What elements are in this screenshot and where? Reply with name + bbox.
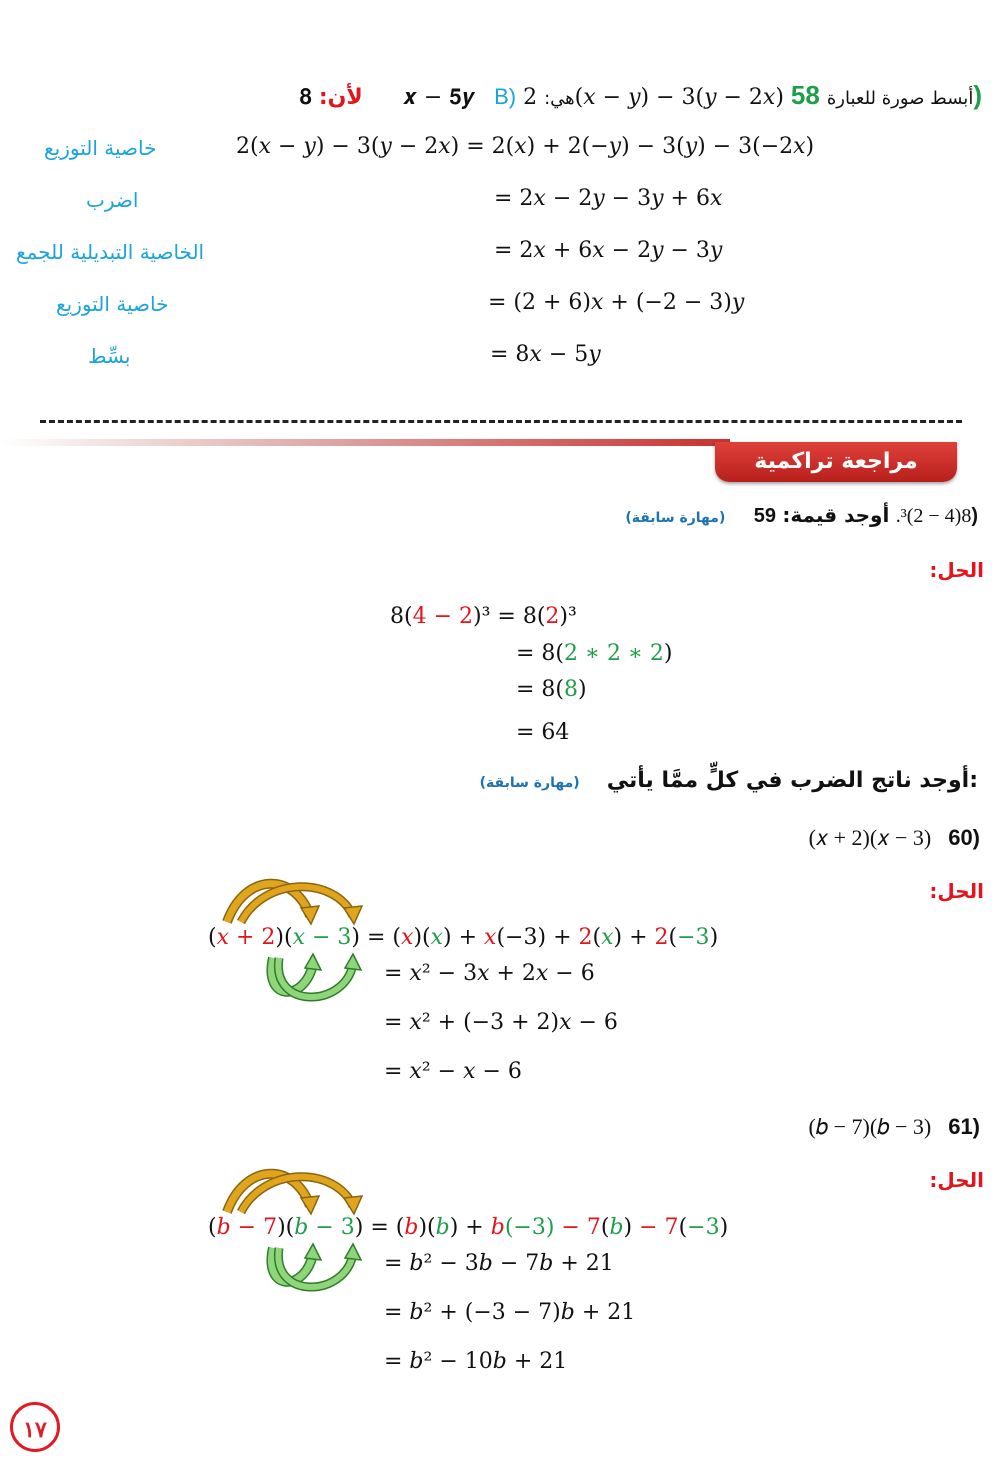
q60-l1-segment: (: [208, 925, 217, 950]
q60-l1-segment: )(: [413, 925, 431, 950]
q60-l1-segment: ): [709, 925, 719, 950]
q59-l1-c: )³ = 8(: [473, 604, 546, 629]
q60-l1-segment: 𝑥: [484, 925, 497, 950]
q61-l1-segment: 𝑏: [435, 1215, 450, 1240]
q59-l3-a: = 8(: [516, 677, 565, 702]
q60-l1-segment: ) +: [613, 925, 655, 950]
q61-header: [808, 1114, 980, 1140]
q59-line-3: [516, 677, 587, 702]
q59-l1-b: 4 − 2: [412, 604, 474, 629]
q60-l1-segment: ) = (: [351, 925, 402, 950]
q58-step-2: = 2𝑥 − 2𝑦 − 3𝑦 + 6𝑥: [494, 186, 723, 211]
q61-l1-segment: )(: [277, 1215, 295, 1240]
q61-l1-segment: ) = (: [354, 1215, 405, 1240]
review-banner: مراجعة تراكمية: [715, 442, 957, 482]
q58-reason-5: بسِّط: [88, 344, 131, 368]
q60-line-1: [208, 925, 718, 950]
q61-line-2: = 𝑏² − 3𝑏 − 7𝑏 + 21: [384, 1251, 614, 1276]
q59-l3-b: 8: [564, 677, 579, 702]
q61-l1-segment: ): [623, 1215, 633, 1240]
q59-l1-d: 2: [545, 604, 560, 629]
q61-line-3: = 𝑏² + (−3 − 7)𝑏 + 21: [384, 1300, 636, 1325]
q58-step-3: = 2𝑥 + 6𝑥 − 2𝑦 − 3𝑦: [494, 238, 723, 263]
q58-number: 58): [790, 80, 982, 110]
multiply-tag: (مهارة سابقة): [479, 775, 580, 791]
q60-l1-segment: (: [668, 925, 678, 950]
q60-solution-label: الحل:: [929, 879, 984, 903]
q61-l1-segment: 𝑏 − 3: [294, 1215, 355, 1240]
q60-l1-segment: +: [546, 925, 579, 950]
because-label: لأن:: [318, 85, 363, 110]
q58-answer: 𝟖𝒙 − 𝟓𝒚: [299, 85, 476, 110]
q59-line-1: [390, 604, 577, 629]
q60-number: 60): [948, 825, 980, 850]
q61-l1-segment: −3: [687, 1215, 720, 1240]
q61-l1-segment: (−3): [504, 1215, 555, 1240]
q58-prompt: أبسط صورة للعبارة: [826, 88, 974, 109]
q61-l1-segment: − 7: [632, 1215, 679, 1240]
q60-expr: (𝑥 + 2)(𝑥 − 3): [808, 825, 932, 850]
q61-line-4: = 𝑏² − 10𝑏 + 21: [384, 1349, 568, 1374]
q61-l1-segment: 𝑏 − 7: [216, 1215, 278, 1240]
q59-number: 59): [753, 505, 978, 527]
q60-l1-segment: 𝑥 − 3: [292, 925, 352, 950]
q59-l2-a: = 8(: [516, 641, 565, 666]
q60-l1-segment: (: [592, 925, 602, 950]
multiply-text: أوجد ناتج الضرب في كلٍّ ممَّا يأتي:: [606, 768, 978, 793]
q61-l1-segment: (: [678, 1215, 688, 1240]
q60-l1-segment: −3: [677, 925, 710, 950]
q60-l1-segment: 𝑥: [430, 925, 444, 950]
q60-l1-segment: 2: [654, 925, 669, 950]
q59-l1-e: )³: [559, 604, 577, 629]
q61-l1-segment: 𝑏: [404, 1215, 419, 1240]
q61-l1-segment: (: [208, 1215, 217, 1240]
q59-header: [625, 503, 978, 528]
q59-expr: 8(4 − 2)³.: [895, 505, 972, 527]
q61-number: 61): [948, 1114, 980, 1139]
q59-l2-b: 2 ∗ 2 ∗ 2: [564, 641, 664, 666]
q59-l2-c: ): [663, 641, 673, 666]
q60-l1-segment: 𝑥: [601, 925, 614, 950]
q58-step-1: 2(𝑥 − 𝑦) − 3(𝑦 − 2𝑥) = 2(𝑥) + 2(−𝑦) − 3(𝑦) − 3(−2𝑥): [236, 134, 815, 159]
q60-l1-segment: 𝑥: [401, 925, 414, 950]
q59-l1-a: 8(: [390, 604, 413, 629]
q58-reason-4: خاصية التوزيع: [56, 292, 169, 316]
multiply-heading: [480, 768, 978, 793]
q61-solution-label: الحل:: [929, 1168, 984, 1192]
q60-l1-segment: ) +: [443, 925, 485, 950]
q60-l1-segment: )(: [275, 925, 293, 950]
q59-line-4: = 64: [516, 720, 570, 745]
q61-l1-segment: ): [719, 1215, 729, 1240]
q60-l1-segment: (−3): [496, 925, 547, 950]
q61-l1-segment: 𝑏: [609, 1215, 624, 1240]
q58-reason-2: اضرب: [86, 188, 139, 212]
q58-reason-3: الخاصية التبديلية للجمع: [16, 240, 205, 264]
q59-prompt: أوجد قيمة:: [782, 503, 890, 527]
section-divider: [40, 420, 962, 423]
q58-step-5: = 8𝑥 − 5𝑦: [490, 342, 601, 367]
q58-header: [300, 80, 982, 111]
q61-expr: (𝑏 − 7)(𝑏 − 3): [808, 1114, 932, 1139]
q61-line-1: [208, 1215, 728, 1240]
q61-l1-segment: ) +: [449, 1215, 491, 1240]
q59-line-2: [516, 641, 672, 666]
banner-line: [0, 439, 730, 446]
q61-l1-segment: − 7: [554, 1215, 601, 1240]
q60-l1-segment: 2: [578, 925, 593, 950]
q60-line-3: = 𝑥² + (−3 + 2)𝑥 − 6: [384, 1010, 618, 1035]
q60-line-2: = 𝑥² − 3𝑥 + 2𝑥 − 6: [384, 961, 595, 986]
page-number-badge: ١٧: [10, 1402, 60, 1452]
q60-l1-segment: 𝑥 + 2: [216, 925, 276, 950]
q59-l3-c: ): [578, 677, 587, 702]
q58-is: هي:: [544, 88, 575, 109]
q58-step-4: = (2 + 6)𝑥 + (−2 − 3)𝑦: [488, 290, 745, 315]
q59-solution-label: الحل:: [929, 558, 984, 582]
q61-l1-segment: 𝑏: [490, 1215, 505, 1240]
q60-line-4: = 𝑥² − 𝑥 − 6: [384, 1059, 522, 1084]
q61-l1-segment: )(: [418, 1215, 436, 1240]
q58-choice: B): [494, 84, 517, 109]
q58-reason-1: خاصية التوزيع: [44, 136, 157, 160]
q58-expr: 2(𝑥 − 𝑦) − 3(𝑦 − 2𝑥): [523, 85, 784, 110]
q60-header: [809, 825, 980, 851]
q61-l1-segment: (: [600, 1215, 610, 1240]
q59-tag: (مهارة سابقة): [625, 510, 726, 526]
